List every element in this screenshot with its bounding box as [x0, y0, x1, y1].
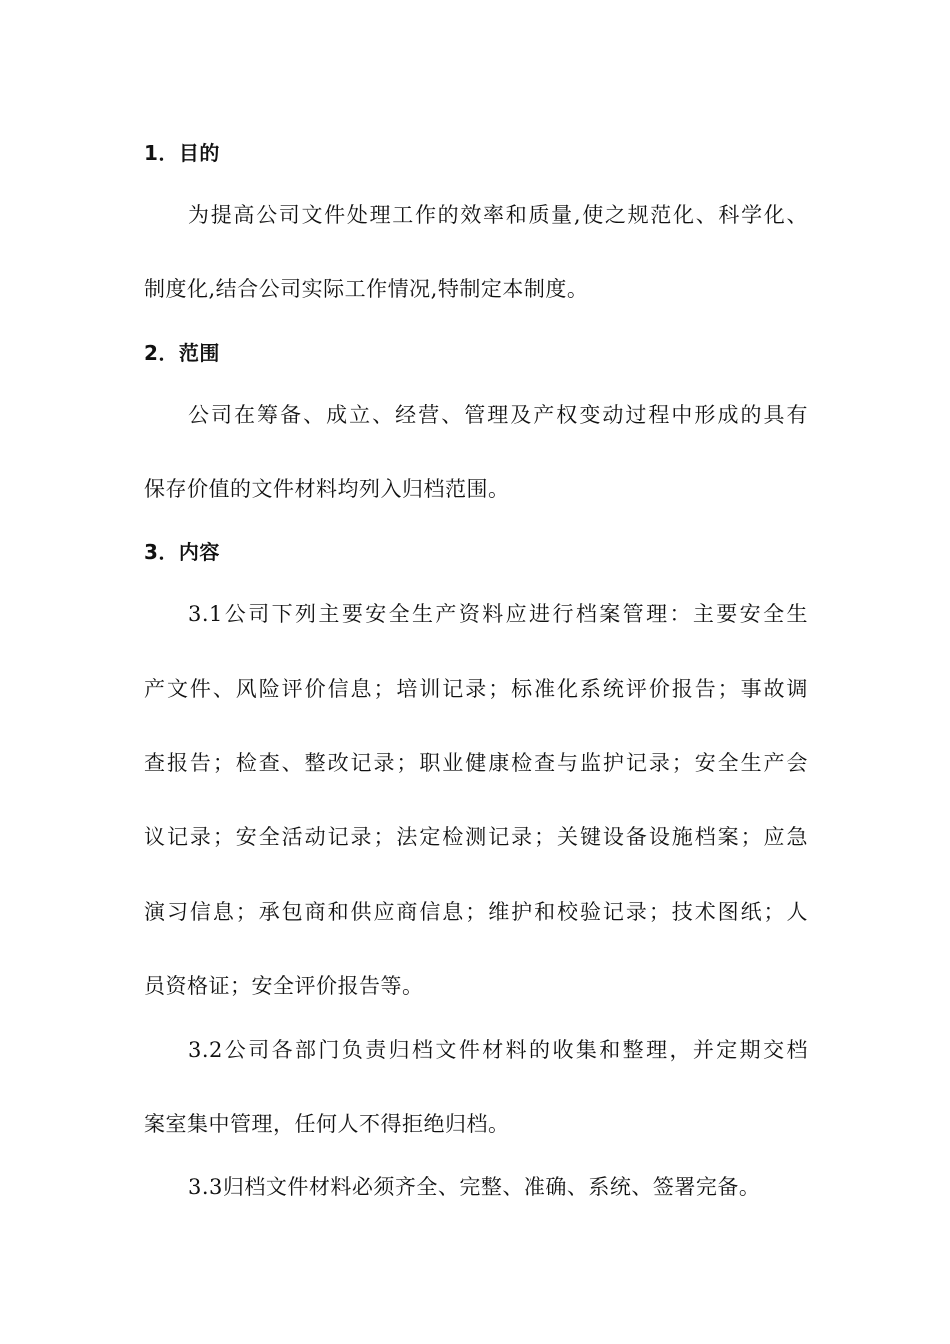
- paragraph-line: 制度化,结合公司实际工作情况,特制定本制度。: [144, 277, 589, 301]
- paragraph-line: 演习信息；承包商和供应商信息；维护和校验记录；技术图纸；人: [144, 900, 808, 924]
- paragraph-line: 案室集中管理，任何人不得拒绝归档。: [144, 1112, 510, 1136]
- paragraph-line: 员资格证；安全评价报告等。: [144, 974, 424, 998]
- paragraph-line: 3.3归档文件材料必须齐全、完整、准确、系统、签署完备。: [188, 1175, 761, 1199]
- paragraph-line: 3.1公司下列主要安全生产资料应进行档案管理：主要安全生: [188, 602, 808, 626]
- paragraph-line: 公司在筹备、成立、经营、管理及产权变动过程中形成的具有: [188, 403, 808, 427]
- paragraph-line: 为提高公司文件处理工作的效率和质量,使之规范化、科学化、: [188, 203, 808, 227]
- paragraph-line: 产文件、风险评价信息；培训记录；标准化系统评价报告；事故调: [144, 677, 808, 701]
- paragraph-line: 议记录；安全活动记录；法定检测记录；关键设备设施档案；应急: [144, 825, 808, 849]
- section-heading-purpose: 1．目的: [144, 141, 220, 165]
- section-heading-content: 3．内容: [144, 540, 220, 564]
- section-heading-scope: 2．范围: [144, 341, 220, 365]
- paragraph-line: 查报告；检查、整改记录；职业健康检查与监护记录；安全生产会: [144, 751, 808, 775]
- paragraph-line: 保存价值的文件材料均列入归档范围。: [144, 477, 510, 501]
- paragraph-line: 3.2公司各部门负责归档文件材料的收集和整理，并定期交档: [188, 1038, 808, 1062]
